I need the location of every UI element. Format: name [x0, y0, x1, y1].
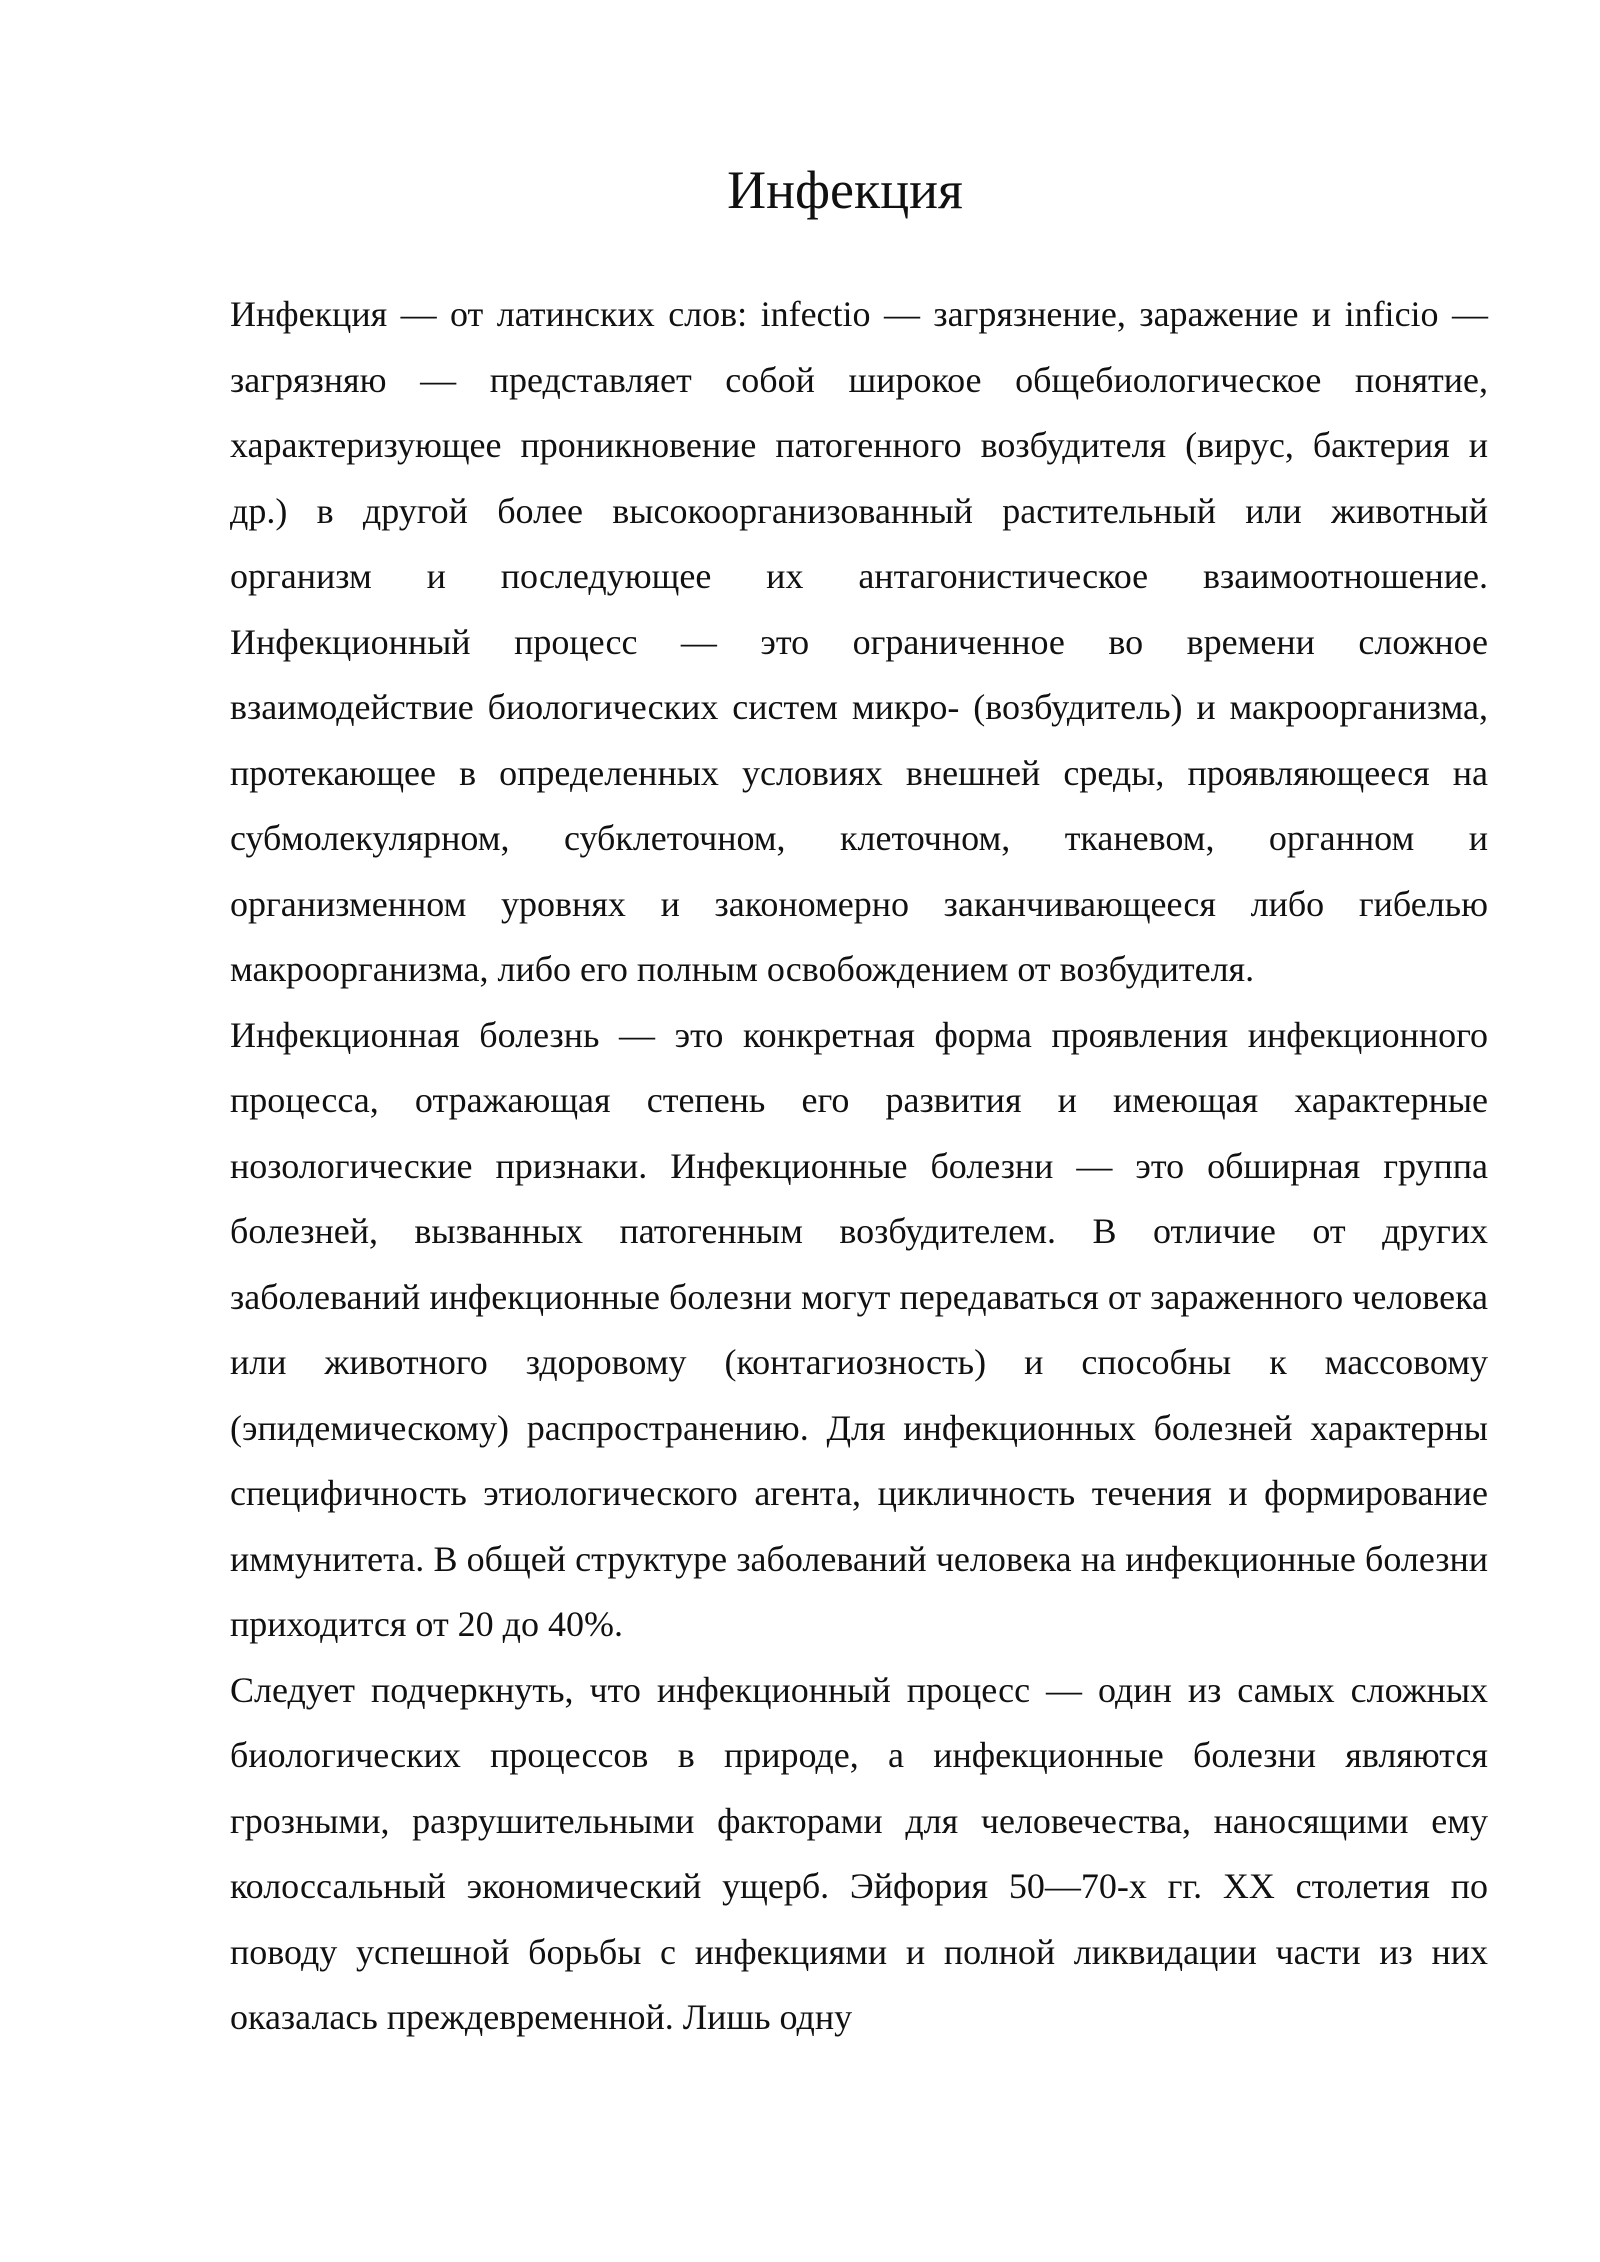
paragraph-infectious-disease: Инфекционная болезнь — это конкретная форма проявления инфекционного процесса, отражающая степень его развития и имеющая характерные нозологические признаки. Инфекционные болезни — это обширная группа болезней, вызванных патогенным возбудителем. В отличие от других заболеваний инфекционные болезни могут передаваться от зараженного человека или животного здоровому (контагиозность) и способны к массовому (эпидемическому) распространению. Для инфекционных болезней характерны специфичность этиологического агента, цикличность течения и формирование иммунитета. В общей структуре заболеваний человека на инфекционные болезни приходится от 20 до 40%. — [230, 1014, 1488, 1644]
page-title: Инфекция — [727, 160, 963, 220]
paragraph-infectious-process-complexity: Следует подчеркнуть, что инфекционный процесс — один из самых сложных биологических процессов в природе, а инфекционные болезни являются грозными, разрушительными факторами для человечества, наносящими ему колоссальный экономический ущерб. Эйфория 50—70-х гг. XX столетия по поводу успешной борьбы с инфекциями и полной ликвидации части из них оказалась преждевременной. Лишь одну — [230, 1669, 1488, 2037]
document-body — [230, 282, 1488, 2051]
paragraph-infection-definition: Инфекция — от латинских слов: infectio — загрязнение, заражение и inficio — загрязняю — представляет собой широкое общебиологическое понятие, характеризующее проникновение патогенного возбудителя (вирус, бактерия и др.) в другой более высокоорганизованный растительный или животный организм и последующее их антагонистическое взаимоотношение. Инфекционный процесс — это ограниченное во времени сложное взаимодействие биологических систем микро- (возбудитель) и макроорганизма, протекающее в определенных условиях внешней среды, проявляющееся на субмолекулярном, субклеточном, клеточном, тканевом, органном и организменном уровнях и закономерно заканчивающееся либо гибелью макроорганизма, либо его полным освобождением от возбудителя. — [230, 294, 1488, 989]
